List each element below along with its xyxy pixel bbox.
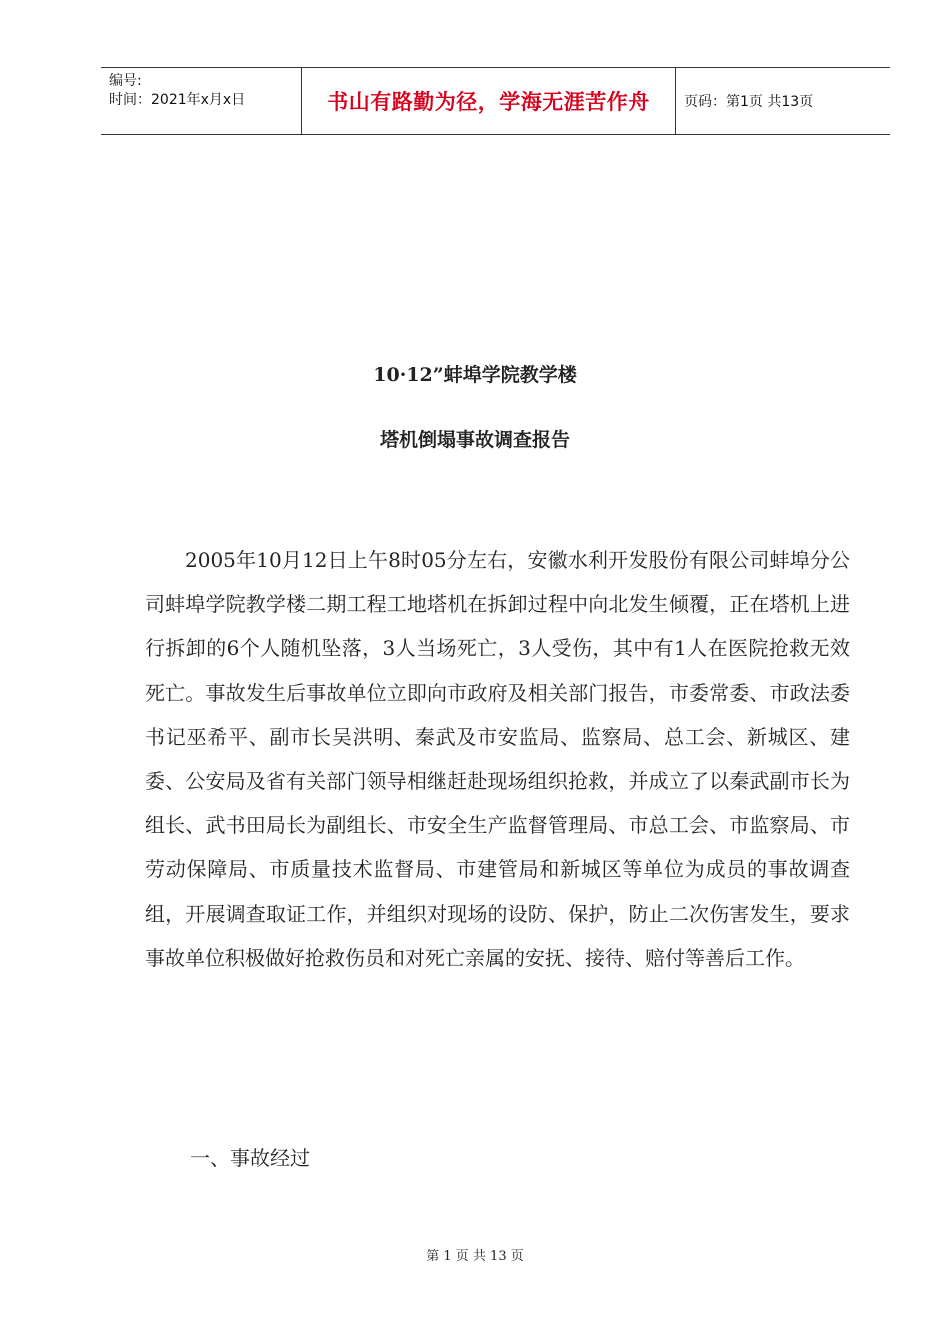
page-footer: 第 1 页 共 13 页 [426, 1249, 524, 1264]
document-time-label: 时间：2021年x月x日 [109, 92, 246, 108]
document-number-label: 编号: [109, 73, 142, 89]
page-header [101, 67, 890, 135]
document-title-line-1: 10·12”蚌埠学院教学楼 [373, 364, 577, 386]
document-title-line-2: 塔机倒塌事故调查报告 [379, 429, 570, 451]
header-meta [101, 68, 301, 134]
body-paragraph: 2005年10月12日上午8时05分左右，安徽水利开发股份有限公司蚌埠分公司蚌埠学院教学楼二期工程工地塔机在拆卸过程中向北发生倾覆，正在塔机上进行拆卸的6个人随机坠落，3人当场死亡，3人受伤，其中有1人在医院抢救无效死亡。事故发生后事故单位立即向市政府及相关部门报告，市委常委、市政法委书记巫希平、副市长吴洪明、秦武及市安监局、监察局、总工会、新城区、建委、公安局及省有关部门领导相继赶赴现场组织抢救，并成立了以秦武副市长为组长、武书田局长为副组长、市安全生产监督管理局、市总工会、市监察局、市劳动保障局、市质量技术监督局、市建管局和新城区等单位为成员的事故调查组，开展调查取证工作，并组织对现场的设防、保护，防止二次伤害发生，要求事故单位积极做好抢救伤员和对死亡亲属的安抚、接待、赔付等善后工作。 [145, 548, 850, 970]
header-page-info: 页码：第1页 共13页 [684, 94, 814, 110]
header-motto: 书山有路勤为径，学海无涯苦作舟 [301, 68, 676, 134]
section-heading: 一、事故经过 [190, 1146, 310, 1170]
